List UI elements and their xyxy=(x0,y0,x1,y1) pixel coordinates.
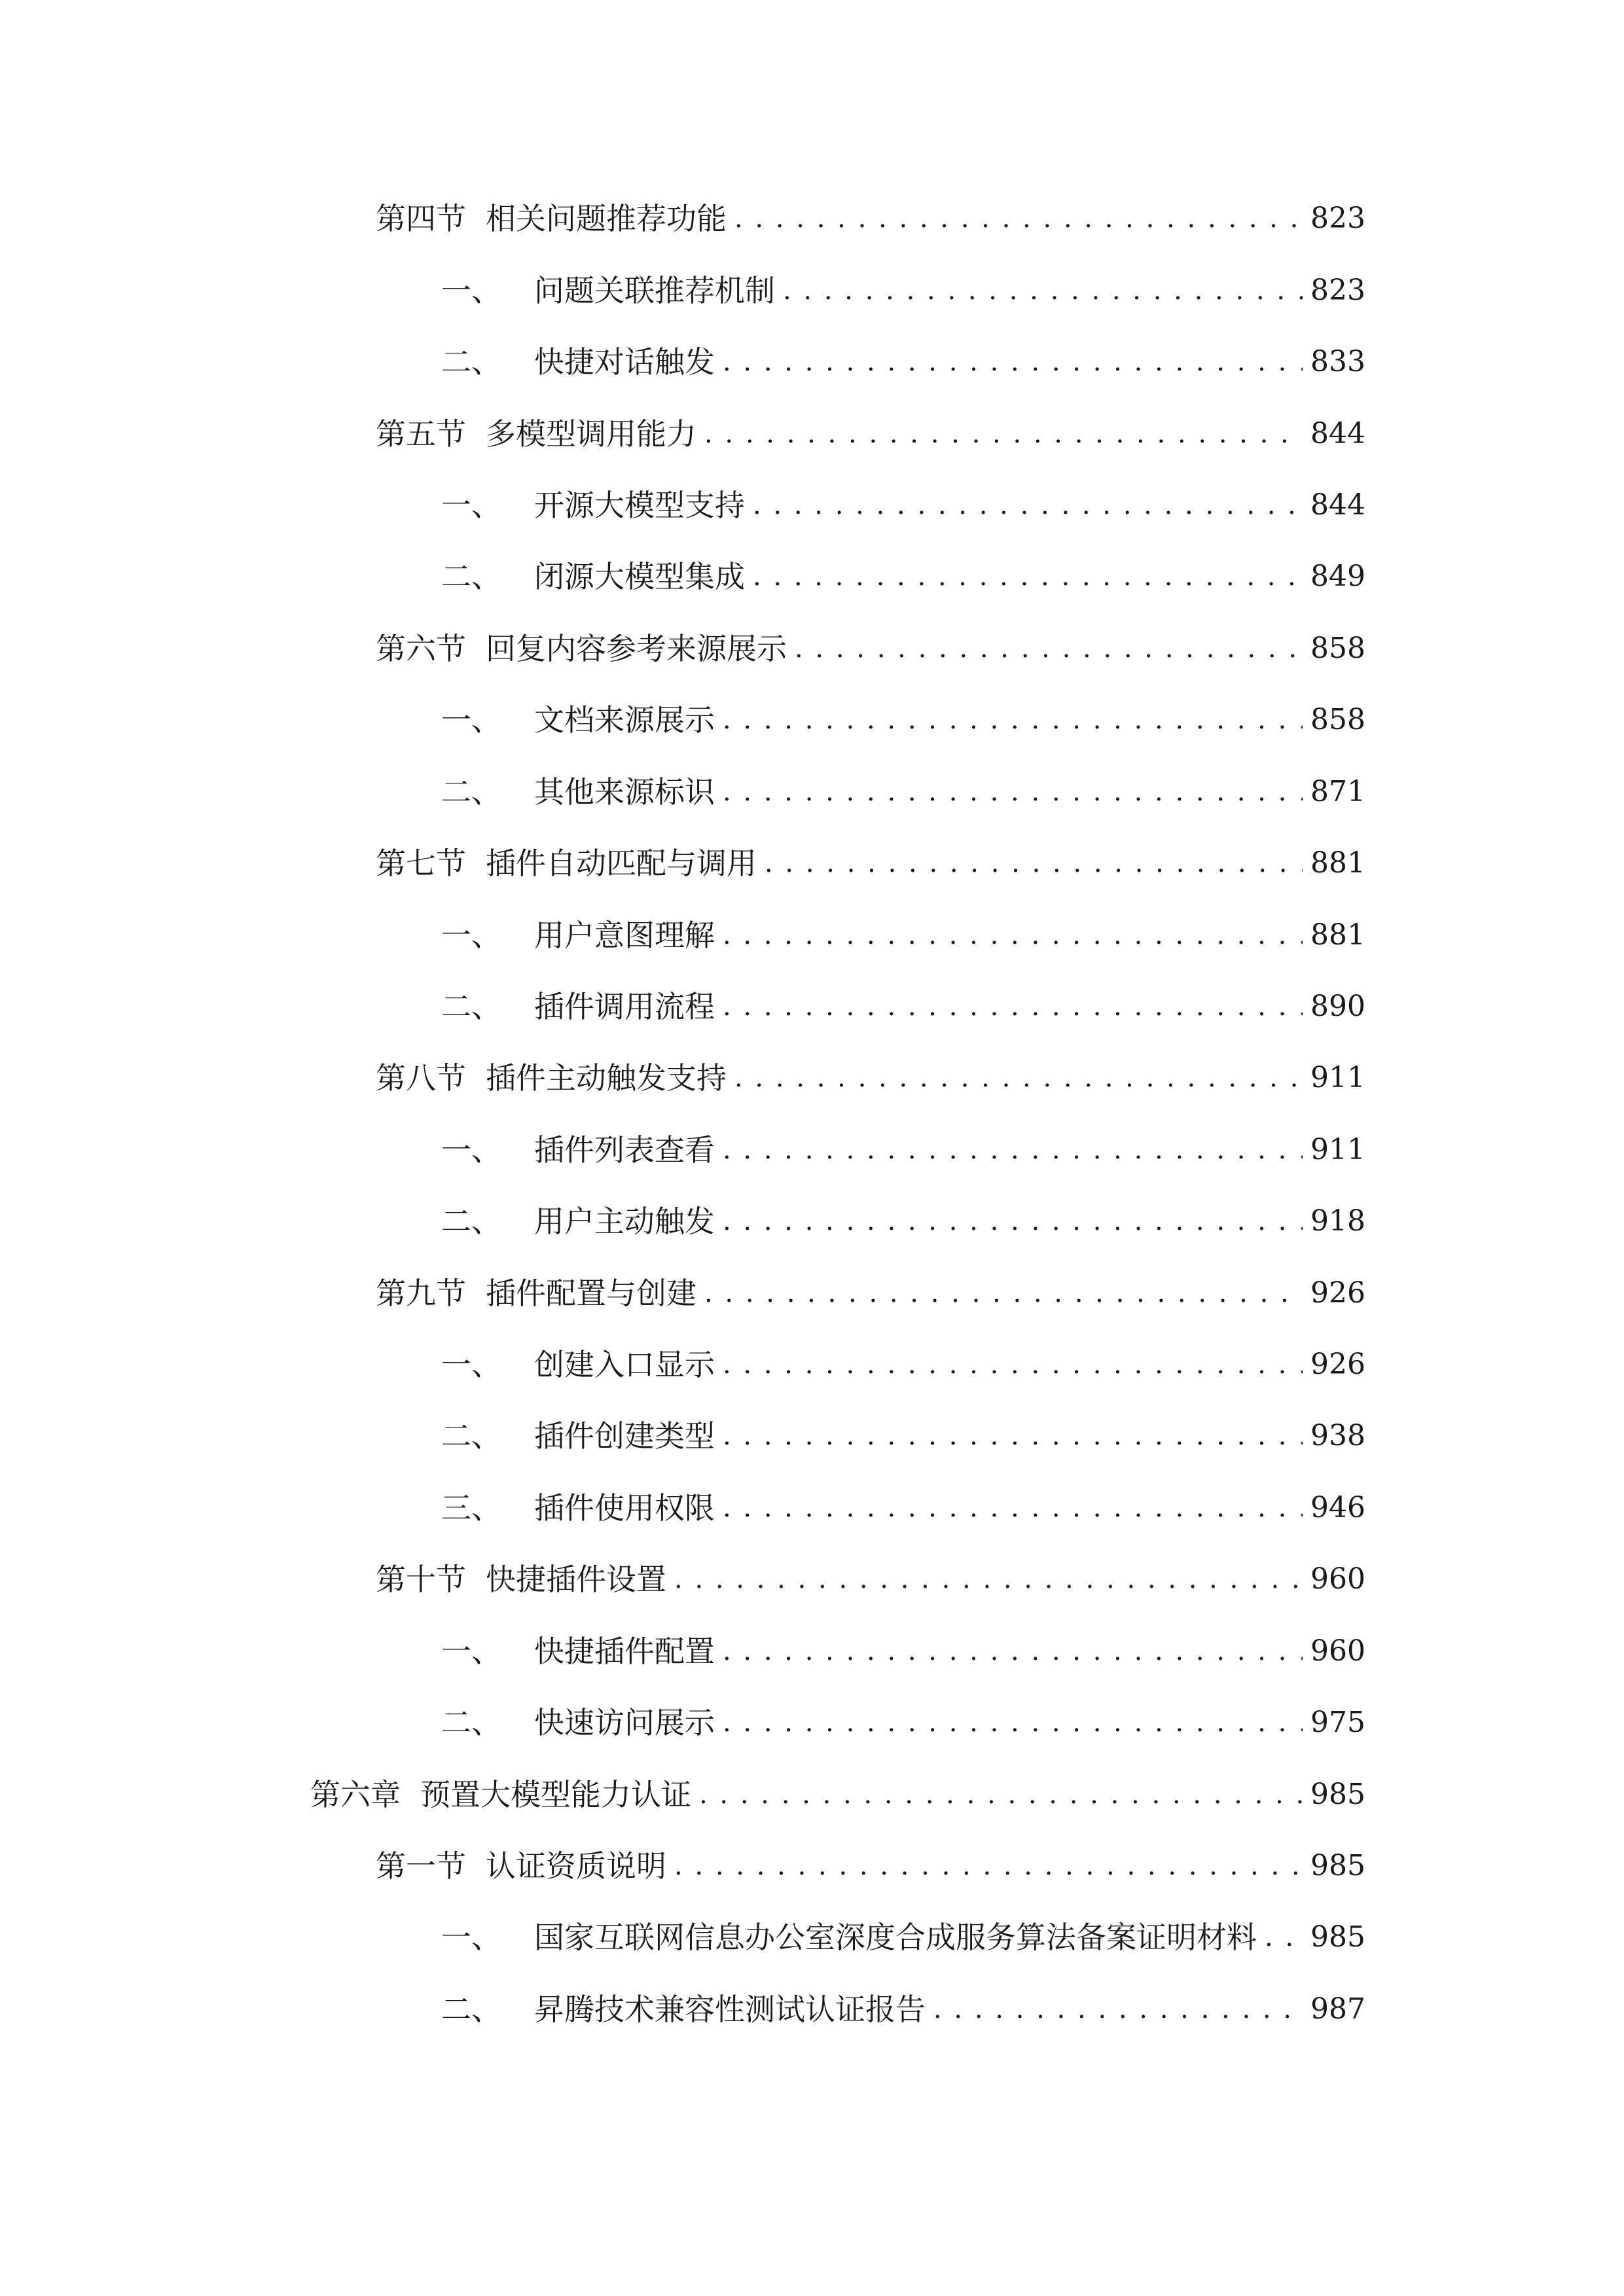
toc-entry[interactable] xyxy=(441,338,1365,386)
dot-leader xyxy=(723,1628,1303,1675)
toc-title: 用户意图理解 xyxy=(534,918,715,953)
toc-title: 插件调用流程 xyxy=(534,989,715,1024)
toc-entry[interactable] xyxy=(441,1699,1365,1746)
toc-entry[interactable] xyxy=(376,625,1365,672)
dot-leader xyxy=(753,553,1303,600)
toc-entry[interactable] xyxy=(441,1986,1365,2033)
dot-leader xyxy=(674,1842,1303,1890)
toc-page-number: 871 xyxy=(1310,775,1365,808)
dot-leader xyxy=(933,1986,1303,2033)
toc-prefix: 第七节 xyxy=(376,846,466,881)
toc-title: 插件创建类型 xyxy=(534,1418,715,1454)
toc-page-number: 946 xyxy=(1310,1491,1365,1524)
toc-page-number: 881 xyxy=(1310,918,1365,952)
toc-page-number: 849 xyxy=(1310,560,1365,593)
dot-leader xyxy=(704,410,1303,457)
toc-prefix: 二、 xyxy=(441,559,501,594)
toc-title: 昇腾技术兼容性测试认证报告 xyxy=(534,1992,926,2027)
toc-page-number: 911 xyxy=(1310,1061,1365,1094)
toc-entry[interactable] xyxy=(441,768,1365,816)
toc-title: 快捷对话触发 xyxy=(534,344,715,380)
dot-leader xyxy=(723,912,1303,959)
toc-entry[interactable] xyxy=(441,1412,1365,1460)
toc-page-number: 918 xyxy=(1310,1204,1365,1238)
toc-entry[interactable] xyxy=(376,1842,1365,1890)
toc-prefix: 二、 xyxy=(441,774,501,810)
toc-entry[interactable] xyxy=(441,1484,1365,1532)
toc-prefix: 一、 xyxy=(441,1347,501,1382)
toc-page-number: 890 xyxy=(1310,990,1365,1023)
toc-prefix: 第五节 xyxy=(376,416,466,452)
toc-title: 插件使用权限 xyxy=(534,1490,715,1526)
toc-entry[interactable] xyxy=(441,912,1365,959)
toc-entry[interactable] xyxy=(441,1198,1365,1245)
toc-page-number: 985 xyxy=(1310,1778,1365,1811)
toc-prefix: 一、 xyxy=(441,702,501,738)
dot-leader xyxy=(674,1556,1303,1603)
toc-title: 其他来源标识 xyxy=(534,774,715,810)
toc-prefix: 一、 xyxy=(441,918,501,953)
toc-page-number: 926 xyxy=(1310,1276,1365,1310)
toc-entry[interactable] xyxy=(441,696,1365,744)
dot-leader xyxy=(1265,1914,1303,1961)
toc-entry[interactable] xyxy=(441,1628,1365,1675)
toc-title: 开源大模型支持 xyxy=(534,488,745,523)
toc-title: 快捷插件配置 xyxy=(534,1634,715,1669)
toc-page-number: 858 xyxy=(1310,632,1365,665)
dot-leader xyxy=(723,1198,1303,1245)
toc-prefix: 第六节 xyxy=(376,631,466,666)
toc-page-number: 823 xyxy=(1310,274,1365,307)
dot-leader xyxy=(734,195,1303,242)
toc-prefix: 一、 xyxy=(441,1634,501,1669)
toc-entry[interactable] xyxy=(376,1054,1365,1102)
toc-title: 插件配置与创建 xyxy=(486,1276,696,1311)
dot-leader xyxy=(699,1771,1303,1818)
toc-page-number: 987 xyxy=(1310,1992,1365,2026)
toc-title: 插件列表查看 xyxy=(534,1132,715,1168)
toc-page-number: 844 xyxy=(1310,417,1365,450)
dot-leader xyxy=(723,338,1303,386)
toc-title: 相关问题推荐功能 xyxy=(486,201,727,236)
toc-entry[interactable] xyxy=(441,267,1365,314)
toc-title: 回复内容参考来源展示 xyxy=(486,631,787,666)
dot-leader xyxy=(704,1270,1303,1317)
dot-leader xyxy=(753,482,1303,529)
dot-leader xyxy=(723,696,1303,744)
toc-page-number: 985 xyxy=(1310,1849,1365,1882)
toc-prefix: 二、 xyxy=(441,344,501,380)
toc-title: 问题关联推荐机制 xyxy=(534,273,775,308)
toc-title: 用户主动触发 xyxy=(534,1204,715,1239)
toc-page-number: 960 xyxy=(1310,1634,1365,1668)
toc-prefix: 一、 xyxy=(441,1132,501,1168)
toc-prefix: 二、 xyxy=(441,1705,501,1740)
toc-prefix: 第九节 xyxy=(376,1276,466,1311)
toc-prefix: 一、 xyxy=(441,488,501,523)
toc-entry[interactable] xyxy=(376,1556,1365,1603)
toc-prefix: 第一节 xyxy=(376,1848,466,1884)
toc-page-number: 844 xyxy=(1310,488,1365,522)
toc-title: 闭源大模型集成 xyxy=(534,559,745,594)
toc-prefix: 第八节 xyxy=(376,1060,466,1096)
toc-entry[interactable] xyxy=(441,1126,1365,1174)
toc-page-number: 926 xyxy=(1310,1348,1365,1381)
toc-prefix: 一、 xyxy=(441,273,501,308)
toc-entry[interactable] xyxy=(441,553,1365,600)
toc-page-number: 985 xyxy=(1310,1920,1365,1954)
toc-prefix: 一、 xyxy=(441,1920,501,1955)
toc-prefix: 第十节 xyxy=(376,1562,466,1597)
dot-leader xyxy=(723,1126,1303,1174)
toc-page-number: 858 xyxy=(1310,703,1365,736)
dot-leader xyxy=(723,1341,1303,1388)
toc-prefix: 三、 xyxy=(441,1490,501,1526)
toc-page-number: 960 xyxy=(1310,1562,1365,1596)
dot-leader xyxy=(783,267,1303,314)
dot-leader xyxy=(723,768,1303,816)
toc-page-number: 911 xyxy=(1310,1133,1365,1166)
toc-prefix: 第四节 xyxy=(376,201,466,236)
toc-entry[interactable] xyxy=(441,983,1365,1030)
toc-prefix: 第六章 xyxy=(310,1777,401,1812)
toc-entry[interactable] xyxy=(441,1914,1365,1961)
dot-leader xyxy=(765,840,1303,887)
toc-page-number: 881 xyxy=(1310,846,1365,880)
toc-page-number: 823 xyxy=(1310,202,1365,235)
toc-title: 创建入口显示 xyxy=(534,1347,715,1382)
dot-leader xyxy=(723,983,1303,1030)
toc-title: 多模型调用能力 xyxy=(486,416,696,452)
toc-title: 快速访问展示 xyxy=(534,1705,715,1740)
toc-entry[interactable] xyxy=(441,482,1365,529)
toc-entry[interactable] xyxy=(376,410,1365,457)
dot-leader xyxy=(723,1699,1303,1746)
toc-page-number: 833 xyxy=(1310,345,1365,378)
toc-title: 文档来源展示 xyxy=(534,702,715,738)
toc-title: 插件主动触发支持 xyxy=(486,1060,727,1096)
toc-title: 预置大模型能力认证 xyxy=(420,1777,691,1812)
toc-page-number: 938 xyxy=(1310,1419,1365,1452)
toc-entry[interactable] xyxy=(376,840,1365,887)
toc-prefix: 二、 xyxy=(441,1992,501,2027)
toc-entry[interactable] xyxy=(376,195,1365,242)
dot-leader xyxy=(723,1412,1303,1460)
toc-prefix: 二、 xyxy=(441,1418,501,1454)
dot-leader xyxy=(723,1484,1303,1532)
toc-entry[interactable] xyxy=(441,1341,1365,1388)
toc-page-number: 975 xyxy=(1310,1706,1365,1739)
toc-title: 快捷插件设置 xyxy=(486,1562,666,1597)
dot-leader xyxy=(734,1054,1303,1102)
toc-prefix: 二、 xyxy=(441,989,501,1024)
dot-leader xyxy=(795,625,1303,672)
toc-title: 插件自动匹配与调用 xyxy=(486,846,757,881)
toc-title: 国家互联网信息办公室深度合成服务算法备案证明材料 xyxy=(534,1920,1257,1955)
toc-title: 认证资质说明 xyxy=(486,1848,666,1884)
toc-entry[interactable] xyxy=(310,1771,1365,1818)
toc-prefix: 二、 xyxy=(441,1204,501,1239)
toc-entry[interactable] xyxy=(376,1270,1365,1317)
